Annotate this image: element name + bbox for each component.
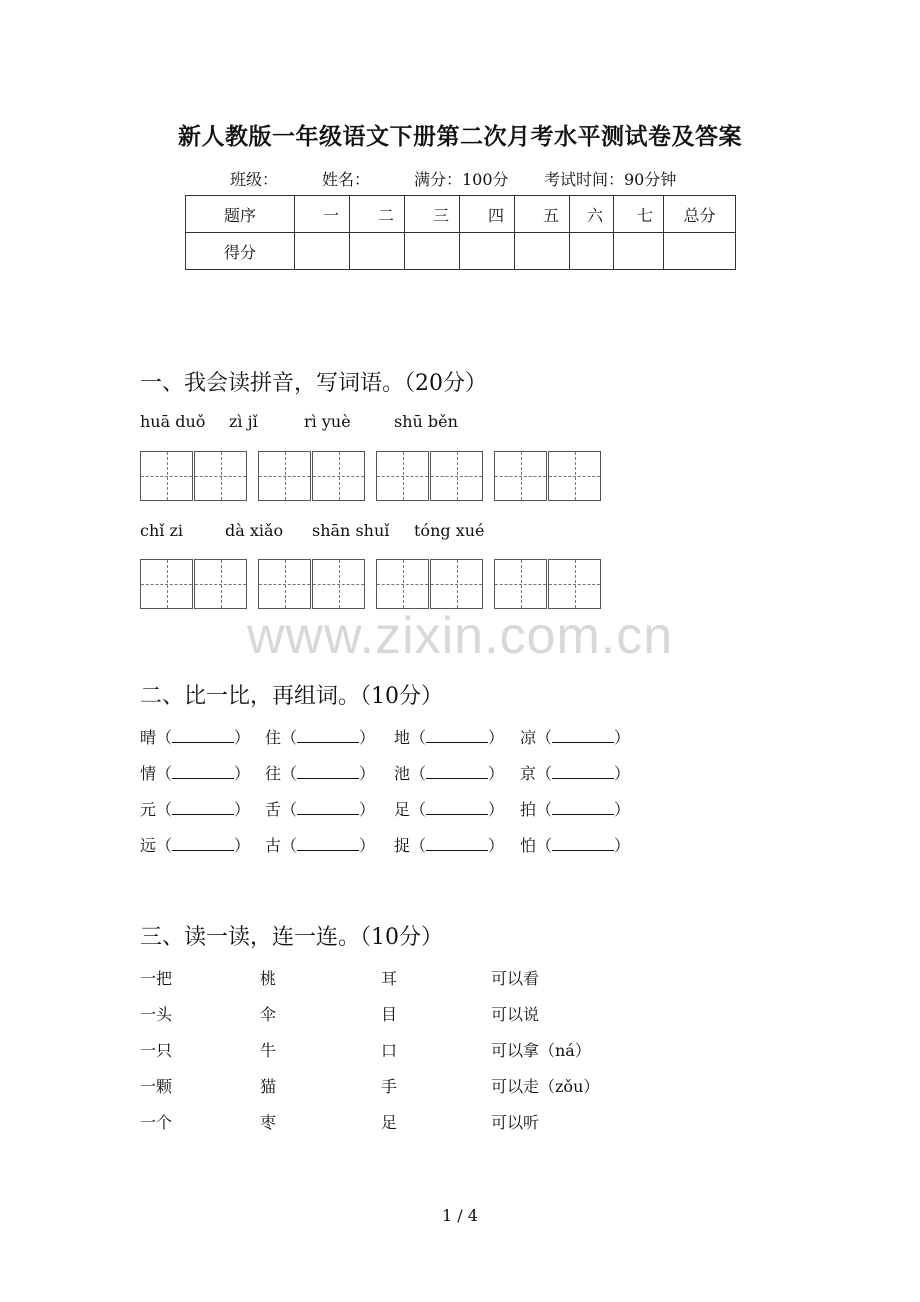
character: 怕 bbox=[520, 836, 537, 855]
writing-grid[interactable] bbox=[194, 451, 247, 501]
answer-blank[interactable] bbox=[552, 728, 614, 743]
pinyin-label: chǐ zi bbox=[140, 521, 184, 540]
writing-grid[interactable] bbox=[430, 559, 483, 609]
score-cell[interactable] bbox=[295, 233, 350, 270]
pinyin-label: huā duǒ bbox=[140, 412, 206, 431]
writing-grid[interactable] bbox=[548, 559, 601, 609]
match-item-col4[interactable]: 可以听 bbox=[491, 1113, 540, 1132]
word-group-item bbox=[394, 725, 504, 748]
character: 舌 bbox=[265, 800, 282, 819]
word-group-item bbox=[520, 797, 630, 820]
character: 晴 bbox=[140, 728, 157, 747]
close-paren: ） bbox=[488, 764, 505, 783]
open-paren: （ bbox=[536, 728, 553, 747]
answer-blank[interactable] bbox=[426, 800, 488, 815]
header-cell: 题序 bbox=[186, 196, 295, 233]
character: 凉 bbox=[520, 728, 537, 747]
writing-grid[interactable] bbox=[258, 451, 311, 501]
close-paren: ） bbox=[614, 836, 631, 855]
answer-blank[interactable] bbox=[297, 836, 359, 851]
match-item-col1[interactable]: 一只 bbox=[140, 1041, 173, 1060]
writing-grid[interactable] bbox=[140, 559, 193, 609]
match-item-col2[interactable]: 桃 bbox=[260, 969, 277, 988]
match-item-col3[interactable]: 目 bbox=[381, 1005, 398, 1024]
name-label: 姓名： bbox=[322, 170, 371, 189]
pinyin-label: shān shuǐ bbox=[312, 521, 390, 540]
match-item-col1[interactable]: 一把 bbox=[140, 969, 173, 988]
score-table-score-row bbox=[186, 233, 736, 270]
answer-blank[interactable] bbox=[426, 836, 488, 851]
header-cell: 四 bbox=[460, 196, 515, 233]
word-group-item bbox=[265, 833, 375, 856]
header-cell: 六 bbox=[570, 196, 614, 233]
open-paren: （ bbox=[156, 800, 173, 819]
pinyin-label: shū běn bbox=[394, 412, 458, 431]
close-paren: ） bbox=[359, 800, 376, 819]
close-paren: ） bbox=[359, 836, 376, 855]
match-item-col1[interactable]: 一头 bbox=[140, 1005, 173, 1024]
exam-info bbox=[230, 167, 676, 190]
answer-blank[interactable] bbox=[426, 728, 488, 743]
answer-blank[interactable] bbox=[426, 764, 488, 779]
match-item-col1[interactable]: 一颗 bbox=[140, 1077, 173, 1096]
close-paren: ） bbox=[614, 800, 631, 819]
word-group-item bbox=[520, 833, 630, 856]
character: 捉 bbox=[394, 836, 411, 855]
score-cell[interactable] bbox=[460, 233, 515, 270]
row-label: 得分 bbox=[186, 233, 295, 270]
writing-grid[interactable] bbox=[312, 451, 365, 501]
open-paren: （ bbox=[536, 836, 553, 855]
answer-blank[interactable] bbox=[172, 800, 234, 815]
character: 足 bbox=[394, 800, 411, 819]
word-group-item bbox=[140, 725, 250, 748]
open-paren: （ bbox=[281, 764, 298, 783]
match-item-col2[interactable]: 牛 bbox=[260, 1041, 277, 1060]
answer-blank[interactable] bbox=[552, 764, 614, 779]
header-cell: 三 bbox=[405, 196, 460, 233]
open-paren: （ bbox=[410, 728, 427, 747]
close-paren: ） bbox=[359, 728, 376, 747]
answer-blank[interactable] bbox=[172, 764, 234, 779]
match-item-col3[interactable]: 手 bbox=[381, 1077, 398, 1096]
score-cell[interactable] bbox=[405, 233, 460, 270]
answer-blank[interactable] bbox=[297, 764, 359, 779]
match-item-col3[interactable]: 足 bbox=[381, 1113, 398, 1132]
pinyin-label: dà xiǎo bbox=[225, 521, 284, 540]
answer-blank[interactable] bbox=[172, 836, 234, 851]
score-table bbox=[185, 195, 736, 270]
match-item-col2[interactable]: 伞 bbox=[260, 1005, 277, 1024]
header-cell: 总分 bbox=[664, 196, 736, 233]
close-paren: ） bbox=[234, 764, 251, 783]
close-paren: ） bbox=[614, 764, 631, 783]
header-cell: 二 bbox=[350, 196, 405, 233]
match-item-col4[interactable]: 可以看 bbox=[491, 969, 540, 988]
header-cell: 一 bbox=[295, 196, 350, 233]
character: 住 bbox=[265, 728, 282, 747]
writing-grid[interactable] bbox=[140, 451, 193, 501]
page-title: 新人教版一年级语文下册第二次月考水平测试卷及答案 bbox=[178, 123, 742, 150]
open-paren: （ bbox=[410, 800, 427, 819]
open-paren: （ bbox=[281, 800, 298, 819]
writing-grid[interactable] bbox=[258, 559, 311, 609]
writing-grid[interactable] bbox=[494, 451, 547, 501]
match-item-col2[interactable]: 枣 bbox=[260, 1113, 277, 1132]
answer-blank[interactable] bbox=[172, 728, 234, 743]
character: 地 bbox=[394, 728, 411, 747]
score-cell[interactable] bbox=[570, 233, 614, 270]
character: 古 bbox=[265, 836, 282, 855]
word-group-item bbox=[265, 797, 375, 820]
writing-grid[interactable] bbox=[548, 451, 601, 501]
pinyin-label: tóng xué bbox=[414, 521, 485, 540]
word-group-item bbox=[140, 833, 250, 856]
section2-heading: 二、比一比，再组词。（10分） bbox=[140, 684, 443, 709]
word-group-item bbox=[520, 725, 630, 748]
close-paren: ） bbox=[614, 728, 631, 747]
character: 元 bbox=[140, 800, 157, 819]
answer-blank[interactable] bbox=[297, 800, 359, 815]
match-item-col4[interactable]: 可以说 bbox=[491, 1005, 540, 1024]
pinyin-label: zì jǐ bbox=[229, 412, 258, 431]
character: 往 bbox=[265, 764, 282, 783]
score-cell[interactable] bbox=[350, 233, 405, 270]
character: 情 bbox=[140, 764, 157, 783]
open-paren: （ bbox=[536, 764, 553, 783]
writing-grid[interactable] bbox=[376, 559, 429, 609]
open-paren: （ bbox=[281, 836, 298, 855]
open-paren: （ bbox=[156, 836, 173, 855]
header-cell: 五 bbox=[515, 196, 570, 233]
class-label: 班级： bbox=[230, 170, 279, 189]
answer-blank[interactable] bbox=[297, 728, 359, 743]
word-group-item bbox=[394, 797, 504, 820]
writing-grid[interactable] bbox=[430, 451, 483, 501]
score-cell[interactable] bbox=[664, 233, 736, 270]
writing-grid[interactable] bbox=[376, 451, 429, 501]
score-cell[interactable] bbox=[614, 233, 664, 270]
close-paren: ） bbox=[488, 800, 505, 819]
word-group-item bbox=[265, 725, 375, 748]
word-group-item bbox=[140, 797, 250, 820]
match-item-col3[interactable]: 耳 bbox=[381, 969, 398, 988]
full-score: 满分：100分 bbox=[414, 170, 509, 189]
word-group-item bbox=[520, 761, 630, 784]
exam-time: 考试时间：90分钟 bbox=[544, 170, 677, 189]
match-item-col1[interactable]: 一个 bbox=[140, 1113, 173, 1132]
answer-blank[interactable] bbox=[552, 800, 614, 815]
character: 池 bbox=[394, 764, 411, 783]
match-item-col2[interactable]: 猫 bbox=[260, 1077, 277, 1096]
word-group-item bbox=[394, 833, 504, 856]
match-item-col4[interactable]: 可以拿（ná） bbox=[491, 1041, 591, 1060]
open-paren: （ bbox=[536, 800, 553, 819]
close-paren: ） bbox=[488, 836, 505, 855]
word-group-item bbox=[394, 761, 504, 784]
close-paren: ） bbox=[488, 728, 505, 747]
match-item-col3[interactable]: 口 bbox=[381, 1041, 398, 1060]
section3-heading: 三、读一读，连一连。（10分） bbox=[140, 925, 443, 950]
match-item-col4[interactable]: 可以走（zǒu） bbox=[491, 1077, 600, 1096]
open-paren: （ bbox=[410, 764, 427, 783]
writing-grid[interactable] bbox=[494, 559, 547, 609]
close-paren: ） bbox=[359, 764, 376, 783]
watermark: www.zixin.com.cn bbox=[246, 607, 674, 665]
score-table-header-row bbox=[186, 196, 736, 233]
close-paren: ） bbox=[234, 728, 251, 747]
section1-heading: 一、我会读拼音，写词语。（20分） bbox=[140, 371, 487, 396]
header-cell: 七 bbox=[614, 196, 664, 233]
answer-blank[interactable] bbox=[552, 836, 614, 851]
character: 京 bbox=[520, 764, 537, 783]
score-cell[interactable] bbox=[515, 233, 570, 270]
close-paren: ） bbox=[234, 836, 251, 855]
word-group-item bbox=[265, 761, 375, 784]
open-paren: （ bbox=[410, 836, 427, 855]
pinyin-label: rì yuè bbox=[304, 412, 351, 431]
writing-grid[interactable] bbox=[194, 559, 247, 609]
character: 远 bbox=[140, 836, 157, 855]
open-paren: （ bbox=[156, 728, 173, 747]
word-group-item bbox=[140, 761, 250, 784]
page-number: 1 / 4 bbox=[442, 1206, 478, 1225]
open-paren: （ bbox=[156, 764, 173, 783]
open-paren: （ bbox=[281, 728, 298, 747]
character: 拍 bbox=[520, 800, 537, 819]
close-paren: ） bbox=[234, 800, 251, 819]
writing-grid[interactable] bbox=[312, 559, 365, 609]
